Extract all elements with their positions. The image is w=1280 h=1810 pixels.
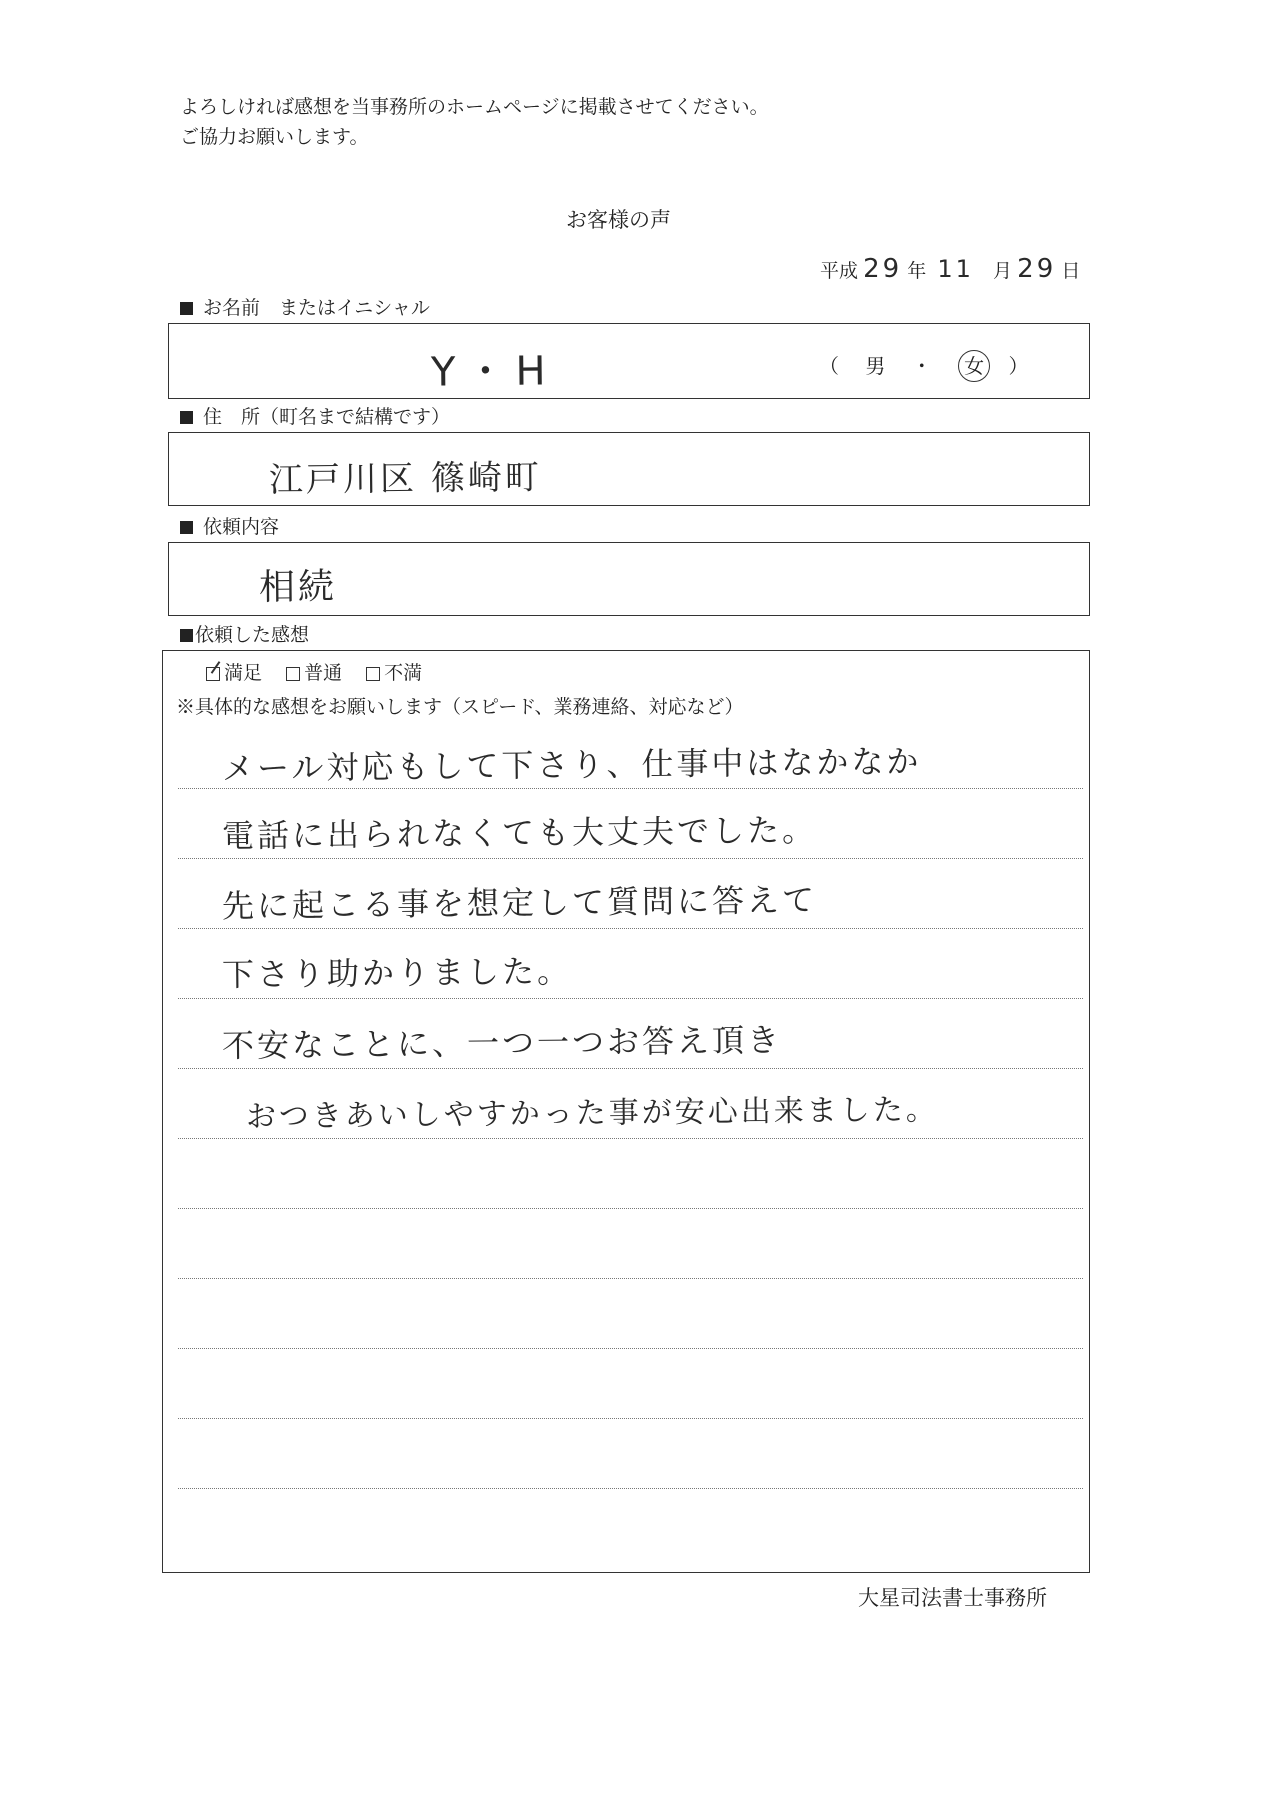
ruled-line xyxy=(178,998,1083,999)
gender-female[interactable]: 女 xyxy=(958,350,990,382)
date-line xyxy=(820,254,1080,294)
option-satisfied[interactable]: 満足 xyxy=(206,662,262,684)
name-field[interactable] xyxy=(168,323,1090,399)
request-section-label: 依頼内容 xyxy=(180,512,279,539)
address-field[interactable] xyxy=(168,432,1090,506)
date-month: 11 xyxy=(937,255,974,283)
impression-instruction: ※具体的な感想をお願いします（スピード、業務連絡、対応など） xyxy=(176,696,744,718)
comment-line: 電話に出られなくても大丈夫でした。 xyxy=(221,810,818,856)
comment-line: おつきあいしやすかった事が安心出来ました。 xyxy=(245,1092,939,1135)
option-normal[interactable]: 普通 xyxy=(286,662,342,684)
request-field[interactable] xyxy=(168,542,1090,616)
gender-male[interactable]: 男 xyxy=(865,354,886,378)
date-day-unit: 日 xyxy=(1061,260,1081,282)
bullet-square xyxy=(180,629,193,642)
gender-selector: （ 男 ・ 女 ） xyxy=(819,350,1028,382)
form-title: お客様の声 xyxy=(566,208,671,232)
ruled-line xyxy=(178,1278,1083,1279)
ruled-line xyxy=(178,1348,1083,1349)
checkbox-normal[interactable] xyxy=(286,667,300,681)
date-era: 平成 xyxy=(820,260,859,282)
ruled-line xyxy=(178,928,1083,929)
ruled-line xyxy=(178,1208,1083,1209)
comment-line: 不安なことに、一つ一つお答え頂き xyxy=(221,1021,783,1065)
name-value: Y・H xyxy=(430,348,556,396)
office-name: 大星司法書士事務所 xyxy=(858,1586,1047,1610)
ruled-line xyxy=(178,1418,1083,1419)
bullet-square xyxy=(180,302,193,315)
checkbox-satisfied[interactable] xyxy=(206,667,220,681)
ruled-line xyxy=(178,788,1083,789)
intro-line-1: よろしければ感想を当事務所のホームページに掲載させてください。 xyxy=(180,96,769,118)
comment-line: メール対応もして下さり、仕事中はなかなか xyxy=(221,742,922,788)
comment-line: 下さり助かりました。 xyxy=(221,952,573,994)
comment-line: 先に起こる事を想定して質問に答えて xyxy=(221,880,818,926)
ruled-line xyxy=(178,858,1083,859)
date-year: 29 xyxy=(863,254,903,284)
request-value: 相続 xyxy=(258,566,338,609)
impression-section-label: 依頼した感想 xyxy=(180,620,309,647)
bullet-square xyxy=(180,411,193,424)
date-year-unit: 年 xyxy=(907,260,927,282)
address-section-label: 住 所（町名まで結構です） xyxy=(180,402,450,429)
intro-line-2: ご協力お願いします。 xyxy=(180,126,369,148)
ruled-line xyxy=(178,1488,1083,1489)
name-section-label: お名前 またはイニシャル xyxy=(180,293,430,320)
bullet-square xyxy=(180,521,193,534)
ruled-line xyxy=(178,1068,1083,1069)
ruled-line xyxy=(178,1138,1083,1139)
date-month-unit: 月 xyxy=(993,260,1013,282)
date-day: 29 xyxy=(1017,254,1057,284)
address-value: 江戸川区 篠崎町 xyxy=(268,457,543,501)
option-dissatisfied[interactable]: 不満 xyxy=(366,662,422,684)
satisfaction-options xyxy=(206,658,422,685)
checkbox-dissatisfied[interactable] xyxy=(366,667,380,681)
